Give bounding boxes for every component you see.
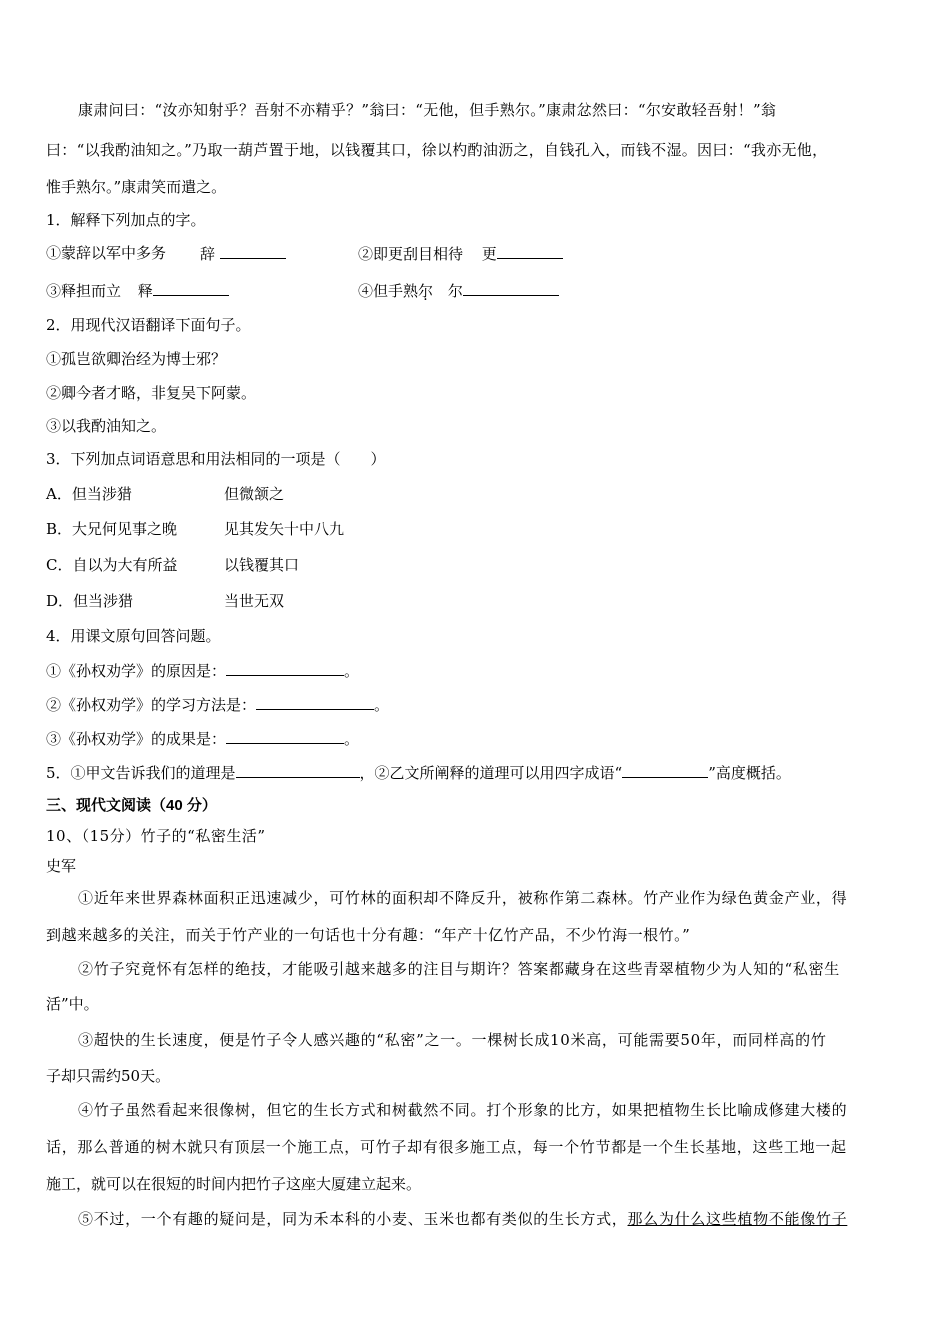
q3-option-a-label[interactable]: A．但当涉猎 bbox=[46, 485, 132, 503]
q4-item-1-prefix: ①《孙权劝学》的原因是： bbox=[46, 662, 227, 680]
article-p1-line-1: ①近年来世界森林面积正迅速减少，可竹林的面积却不降反升，被称作第二森林。竹产业作为绿色黄金产业，得 bbox=[78, 889, 848, 907]
q4-item-2-blank[interactable] bbox=[256, 694, 374, 710]
q1-d-prefix: ④但手熟 bbox=[358, 282, 419, 300]
q1-b-prefix: ②即更刮目相待 bbox=[358, 245, 464, 263]
q2-title: 2．用现代汉语翻译下面句子。 bbox=[46, 316, 251, 334]
q4-title: 4．用课文原句回答问题。 bbox=[46, 627, 221, 645]
q3-option-a-pair: 但微颔之 bbox=[224, 485, 285, 503]
q1-a-word: 辞 bbox=[200, 245, 216, 263]
q1-a-blank[interactable] bbox=[220, 243, 286, 259]
q3-option-c-pair: 以钱覆其口 bbox=[224, 556, 300, 574]
q1-c-word: 释 bbox=[137, 282, 153, 300]
article-p1-line-2: 到越来越多的关注，而关于竹产业的一句话也十分有趣：“年产十亿竹产品，不少竹海一根竹。” bbox=[46, 926, 691, 944]
q4-item-2-end: 。 bbox=[374, 696, 390, 714]
q5-blank-2[interactable] bbox=[622, 762, 708, 778]
q1-item-c bbox=[46, 280, 229, 301]
q1-c-blank[interactable] bbox=[153, 280, 229, 296]
q3-option-b-pair: 见其发矢十中八九 bbox=[224, 520, 345, 538]
q4-item-1-blank[interactable] bbox=[226, 660, 344, 676]
article-p5-underlined-question: 那么为什么这些植物不能像竹子 bbox=[627, 1210, 848, 1228]
q3-title: 3．下列加点词语意思和用法相同的一项是（ ） bbox=[46, 450, 386, 468]
q1-a-answer bbox=[200, 243, 286, 264]
q2-sentence-1: ①孤岂欲卿治经为博士邪？ bbox=[46, 350, 227, 368]
q3-option-b-label[interactable]: B．大兄何见事之晚 bbox=[46, 520, 178, 538]
q4-item-3-prefix: ③《孙权劝学》的成果是： bbox=[46, 730, 227, 748]
q3-option-c-label[interactable]: C．自以为大有所益 bbox=[46, 556, 178, 574]
article-author: 史军 bbox=[46, 857, 77, 875]
q1-item-b bbox=[358, 243, 563, 264]
q4-item-1-end: 。 bbox=[344, 662, 360, 680]
article-p4-line-3: 施工，就可以在很短的时间内把竹子这座大厦建立起来。 bbox=[46, 1175, 422, 1193]
q1-item-d bbox=[358, 280, 559, 301]
q4-item-3 bbox=[46, 728, 359, 749]
q4-item-3-end: 。 bbox=[344, 730, 360, 748]
passage-line-2: 曰：“以我酌油知之。”乃取一葫芦置于地，以钱覆其口，徐以杓酌油沥之，自钱孔入，而钱不湿。因曰：“我亦无他， bbox=[46, 141, 828, 159]
article-p3-line-1: ③超快的生长速度，便是竹子令人感兴趣的“私密”之一。一棵树长成10米高，可能需要50年，而同样高的竹 bbox=[78, 1031, 827, 1049]
section-3-heading: 三、现代文阅读（40 分） bbox=[46, 797, 217, 814]
q1-c-prefix: ③释担而立 bbox=[46, 282, 122, 300]
article-p5-text: ⑤不过，一个有趣的疑问是，同为禾本科的小麦、玉米也都有类似的生长方式， bbox=[78, 1210, 628, 1228]
article-p5-line-1 bbox=[78, 1209, 847, 1229]
q4-item-2 bbox=[46, 694, 389, 715]
q10-title: 10、（15分）竹子的“私密生活” bbox=[46, 827, 266, 845]
q2-sentence-2: ②卿今者才略，非复吴下阿蒙。 bbox=[46, 384, 257, 402]
q1-item-a bbox=[46, 243, 166, 263]
q5-line bbox=[46, 762, 791, 783]
passage-line-1: 康肃问曰：“汝亦知射乎？吾射不亦精乎？”翁曰：“无他，但手熟尔。”康肃忿然曰：“尔安敢轻吾射！”翁 bbox=[78, 101, 777, 119]
q1-d-blank[interactable] bbox=[463, 280, 559, 296]
q1-b-word: 更 bbox=[481, 245, 497, 263]
q1-d-dotted-char: 尔 bbox=[418, 282, 434, 300]
q4-item-2-prefix: ②《孙权劝学》的学习方法是： bbox=[46, 696, 257, 714]
q2-sentence-3: ③以我酌油知之。 bbox=[46, 417, 167, 435]
q4-item-3-blank[interactable] bbox=[226, 728, 344, 744]
article-p3-line-2: 子却只需约50天。 bbox=[46, 1067, 171, 1085]
q1-title: 1．解释下列加点的字。 bbox=[46, 211, 206, 229]
q3-option-d-label[interactable]: D．但当涉猎 bbox=[46, 592, 134, 610]
q5-part-2: ，②乙文所阐释的道理可以用四字成语“ bbox=[359, 764, 623, 782]
article-p4-line-1: ④竹子虽然看起来很像树，但它的生长方式和树截然不同。打个形象的比方，如果把植物生长比喻成修建大楼的 bbox=[78, 1101, 848, 1119]
article-p2-line-2: 活”中。 bbox=[46, 995, 99, 1013]
q5-part-1: 5．①甲文告诉我们的道理是 bbox=[46, 764, 236, 782]
q3-option-d-pair: 当世无双 bbox=[224, 592, 285, 610]
q1-d-word: 尔 bbox=[447, 282, 463, 300]
passage-line-3: 惟手熟尔。”康肃笑而遣之。 bbox=[46, 178, 227, 196]
q5-blank-1[interactable] bbox=[236, 762, 360, 778]
q1-a-prefix: ①蒙辞以军中多务 bbox=[46, 244, 167, 262]
q4-item-1 bbox=[46, 660, 359, 681]
q5-part-3: ”高度概括。 bbox=[708, 764, 791, 782]
q1-b-blank[interactable] bbox=[497, 243, 563, 259]
article-p4-line-2: 话，那么普通的树木就只有顶层一个施工点，可竹子却有很多施工点，每一个竹节都是一个生长基地，这些工地一起 bbox=[46, 1138, 847, 1156]
article-p2-line-1: ②竹子究竟怀有怎样的绝技，才能吸引越来越多的注目与期许？答案都藏身在这些青翠植物少为人知的“私密生 bbox=[78, 960, 840, 978]
